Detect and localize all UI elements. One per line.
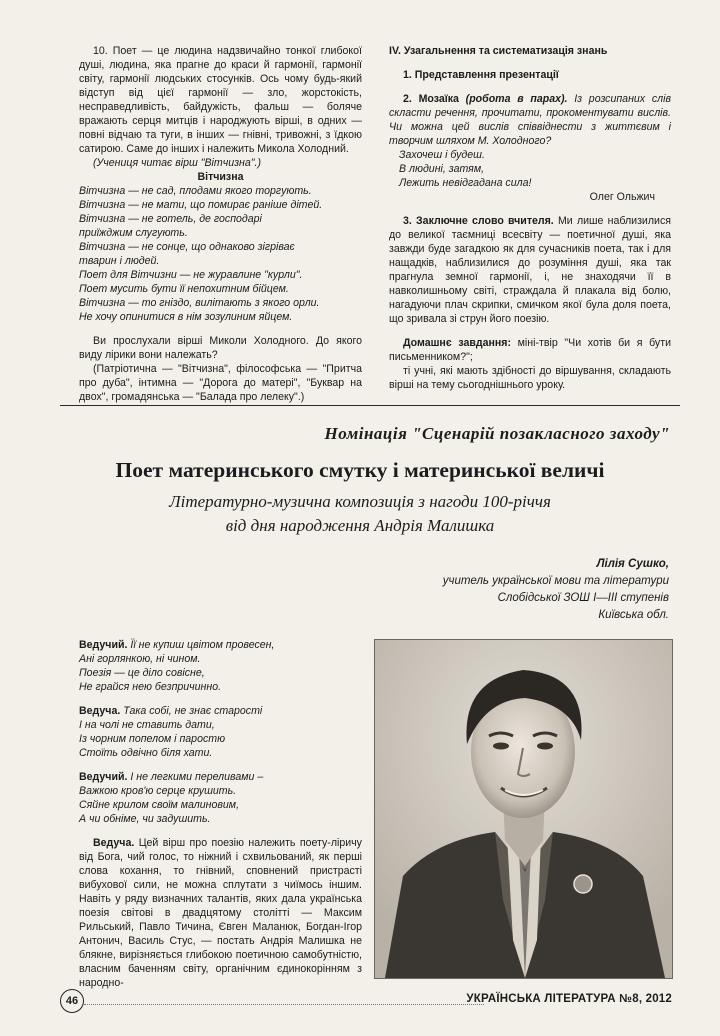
- author-name: Лілія Сушко,: [596, 558, 669, 570]
- verse-block-1: [79, 638, 362, 694]
- prose-text: Цей вірш про поезію належить поету-ліричу від Бога, чий голос, то ніжний і схвильований, як перші слова кохання, то гнівний, сповнений пристрасті вибухової сили, не можна сплутати з чиїмось іншим. Навіть у ряду визначних талантів, яких дала українська поезія світові в двадцятому столітті — Максим Рильський, Павло Тичина, Євген Маланюк, Богдан-Ігор Антонич, Василь Стус, — постать Андрія Малишка не блякне, вирізняється глибокою поетичною самобутністю, власним баченням світу, органічним єдинокорінням з народно-: [79, 837, 362, 989]
- mosaic-label: 2. Мозаїка: [403, 93, 459, 105]
- homework-extra: ті учні, які мають здібності до віршування, складають вірші на тему сьогоднішнього уроку.: [389, 365, 671, 391]
- verse-block-3: [79, 770, 362, 826]
- answer-paragraph: (Патріотична — "Вітчизна", філософська — "Притча про дуба", інтимна — "Дорога до матері", "Буквар на двох", громадянська — "Балада про лелеку".): [79, 363, 362, 403]
- section-heading: IV. Узагальнення та систематизація знань: [389, 45, 608, 57]
- poem-line: Вітчизна — не сонце, що однаково зігріває: [79, 241, 295, 253]
- page-number: 46: [60, 989, 84, 1013]
- footer-rule: [84, 1004, 484, 1005]
- verse-line: Стоїть одвічно біля хати.: [79, 747, 213, 759]
- item-mosaic: [389, 92, 671, 148]
- nomination-heading: Номінація "Сценарій позакласного заходу": [324, 424, 670, 443]
- poem-line: Поет для Вітчизни — не журавлине "курли".: [79, 269, 303, 281]
- paragraph-10: 10. Поет — це людина надзвичайно тонкої глибокої душі, людина, яка прагне до краси й гармонії, гармонії світу, гармонії людських стосунків. Ось чому будь-який відступ від цієї гармонії — зло, жорстокість, несправедливість, байдужість, фальш — боляче вражають серця митців і народжують вірші, в одних — повні відчаю та туги, в інших — гнівні, тривожні, з їдкою сатирою. Саме до інших і належить Микола Холодний.: [79, 45, 362, 155]
- verse-line: Важкою кров'ю серце крушить.: [79, 785, 237, 797]
- teacher-word-label: 3. Заключне слово вчителя.: [403, 215, 554, 227]
- poem-vitchyzna: [79, 184, 362, 324]
- verse-line: Її не купиш цвітом провесен,: [130, 639, 275, 651]
- olzhych-quote: [389, 148, 671, 190]
- left-column-top: [79, 44, 362, 404]
- author-region: Київська обл.: [598, 609, 669, 621]
- poem-line: Не хочу опинитися в нім зозулиним яйцем.: [79, 311, 293, 323]
- section-divider: [60, 405, 680, 406]
- poem-line: приїжджим слугують.: [79, 227, 188, 239]
- teacher-word-text: Ми лише наблизилися до великої таємниці всесвіту — поетичної душі, яка завжди буде загадкою як для сучасників поета, так і для нащадків, наблизилися до розуміння душі, яка так прагнула земної гармонії, і, не знаходячи її в навколишньому світі, страждала й плакала від болю, нагадуючи плач скрипки, смичком якої була доля поета, що зривала зі струн його поезію.: [389, 215, 671, 325]
- verse-block-2: [79, 704, 362, 760]
- verse-line: А чи обніме, чи задушить.: [79, 813, 211, 825]
- verse-line: Поезія — це діло совісне,: [79, 667, 205, 679]
- verse-line: Сяйне крилом своїм малиновим,: [79, 799, 240, 811]
- poem-title: Вітчизна: [197, 171, 244, 183]
- quote-line: Лежить невідгадана сила!: [399, 177, 532, 189]
- author-block: [309, 556, 669, 624]
- verse-line: І не легкими переливами –: [130, 771, 264, 783]
- poem-line: Вітчизна — не готель, де господарі: [79, 213, 262, 225]
- speaker-label: Ведуча.: [79, 705, 121, 717]
- poem-line: Вітчизна — не сад, плодами якого торгують.: [79, 185, 312, 197]
- quote-line: В людині, затям,: [399, 163, 485, 175]
- prose-paragraph: [79, 836, 362, 990]
- question-paragraph: Ви прослухали вірші Миколи Холодного. До якого виду лірики вони належать?: [79, 335, 362, 361]
- right-column-top: [389, 44, 671, 392]
- verse-line: Не грайся нею безпричинно.: [79, 681, 222, 693]
- item-teacher-word: [389, 214, 671, 326]
- article-title: Поет материнського смутку і материнської величі: [115, 458, 605, 482]
- mosaic-paren: (робота в парах).: [465, 93, 568, 105]
- subtitle-line-1: Літературно-музична композиція з нагоди 100-річчя: [169, 492, 551, 511]
- item-presentation: 1. Представлення презентації: [403, 69, 559, 81]
- journal-footer: УКРАЇНСЬКА ЛІТЕРАТУРА №8, 2012: [466, 993, 672, 1005]
- poem-line: Вітчизна — то гніздо, вилітають з якого орли.: [79, 297, 320, 309]
- homework-text: міні-твір "Чи хотів би я бути письменником?";: [389, 337, 671, 363]
- left-column-bottom: [79, 638, 362, 990]
- author-position: учитель української мови та літератури: [442, 575, 669, 587]
- speaker-label: Ведуча.: [93, 837, 135, 849]
- poem-line: тварин і людей.: [79, 255, 160, 267]
- mosaic-text: Із розсипаних слів скласти речення, прочитати, прокоментувати вислів. Чи можна цей вислів співвіднести з життєвим і творчим шляхом М. Холодного?: [389, 93, 671, 147]
- speaker-label: Ведучий.: [79, 771, 128, 783]
- verse-line: Така собі, не знає старості: [123, 705, 263, 717]
- poem-line: Поет мусить бути її непохитним бійцем.: [79, 283, 289, 295]
- quote-author: Олег Ольжич: [589, 191, 655, 203]
- verse-line: Із чорним попелом і паростю: [79, 733, 226, 745]
- poem-line: Вітчизна — не мати, що помирає раніше дітей.: [79, 199, 323, 211]
- portrait-illustration: [375, 640, 672, 978]
- subtitle-line-2: від дня народження Андрія Малишка: [225, 516, 495, 535]
- speaker-label: Ведучий.: [79, 639, 128, 651]
- quote-line: Захочеш і будеш.: [399, 149, 485, 161]
- portrait-photo: [374, 639, 673, 979]
- verse-line: І на чолі не ставить дати,: [79, 719, 215, 731]
- author-school: Слобідської ЗОШ І—ІІІ ступенів: [497, 592, 669, 604]
- homework: [389, 336, 671, 364]
- article-subtitle: [40, 490, 680, 538]
- verse-line: Ані горлянкою, ні чином.: [79, 653, 201, 665]
- stage-direction: (Учениця читає вірш "Вітчизна".): [93, 157, 261, 169]
- homework-label: Домашнє завдання:: [403, 337, 511, 349]
